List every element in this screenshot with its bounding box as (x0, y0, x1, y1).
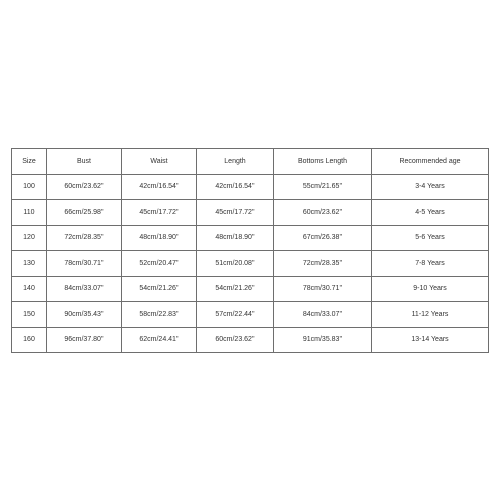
cell-size: 150 (12, 302, 47, 328)
cell-bust: 60cm/23.62'' (47, 174, 122, 200)
header-size: Size (12, 149, 47, 175)
cell-waist: 45cm/17.72'' (122, 200, 197, 226)
cell-bottoms-length: 72cm/28.35'' (274, 251, 372, 277)
header-waist: Waist (122, 149, 197, 175)
cell-bottoms-length: 67cm/26.38'' (274, 225, 372, 251)
cell-waist: 58cm/22.83'' (122, 302, 197, 328)
header-length: Length (197, 149, 274, 175)
cell-waist: 52cm/20.47'' (122, 251, 197, 277)
cell-bust: 90cm/35.43'' (47, 302, 122, 328)
header-bottoms-length: Bottoms Length (274, 149, 372, 175)
cell-waist: 42cm/16.54'' (122, 174, 197, 200)
cell-size: 160 (12, 327, 47, 353)
cell-size: 110 (12, 200, 47, 226)
cell-size: 130 (12, 251, 47, 277)
cell-size: 120 (12, 225, 47, 251)
cell-recommended-age: 7-8 Years (372, 251, 489, 277)
size-chart-table (11, 148, 489, 353)
cell-recommended-age: 4-5 Years (372, 200, 489, 226)
table-row (12, 302, 489, 328)
table-row (12, 225, 489, 251)
cell-bottoms-length: 60cm/23.62'' (274, 200, 372, 226)
cell-length: 57cm/22.44'' (197, 302, 274, 328)
table-row (12, 174, 489, 200)
header-recommended-age: Recommended age (372, 149, 489, 175)
table-header-row (12, 149, 489, 175)
cell-length: 42cm/16.54'' (197, 174, 274, 200)
table-row (12, 327, 489, 353)
cell-recommended-age: 5-6 Years (372, 225, 489, 251)
cell-recommended-age: 13-14 Years (372, 327, 489, 353)
cell-bust: 78cm/30.71'' (47, 251, 122, 277)
cell-bottoms-length: 84cm/33.07'' (274, 302, 372, 328)
cell-size: 140 (12, 276, 47, 302)
table-row (12, 251, 489, 277)
cell-bust: 66cm/25.98'' (47, 200, 122, 226)
cell-waist: 62cm/24.41'' (122, 327, 197, 353)
cell-recommended-age: 9-10 Years (372, 276, 489, 302)
cell-waist: 54cm/21.26'' (122, 276, 197, 302)
cell-bottoms-length: 55cm/21.65'' (274, 174, 372, 200)
table-body (12, 174, 489, 353)
cell-size: 100 (12, 174, 47, 200)
cell-recommended-age: 11-12 Years (372, 302, 489, 328)
cell-length: 48cm/18.90'' (197, 225, 274, 251)
header-bust: Bust (47, 149, 122, 175)
table-row (12, 200, 489, 226)
cell-length: 54cm/21.26'' (197, 276, 274, 302)
cell-length: 60cm/23.62'' (197, 327, 274, 353)
cell-recommended-age: 3-4 Years (372, 174, 489, 200)
cell-length: 45cm/17.72'' (197, 200, 274, 226)
cell-bottoms-length: 91cm/35.83'' (274, 327, 372, 353)
cell-waist: 48cm/18.90'' (122, 225, 197, 251)
table-row (12, 276, 489, 302)
cell-bottoms-length: 78cm/30.71'' (274, 276, 372, 302)
cell-bust: 72cm/28.35'' (47, 225, 122, 251)
cell-bust: 96cm/37.80'' (47, 327, 122, 353)
cell-length: 51cm/20.08'' (197, 251, 274, 277)
cell-bust: 84cm/33.07'' (47, 276, 122, 302)
